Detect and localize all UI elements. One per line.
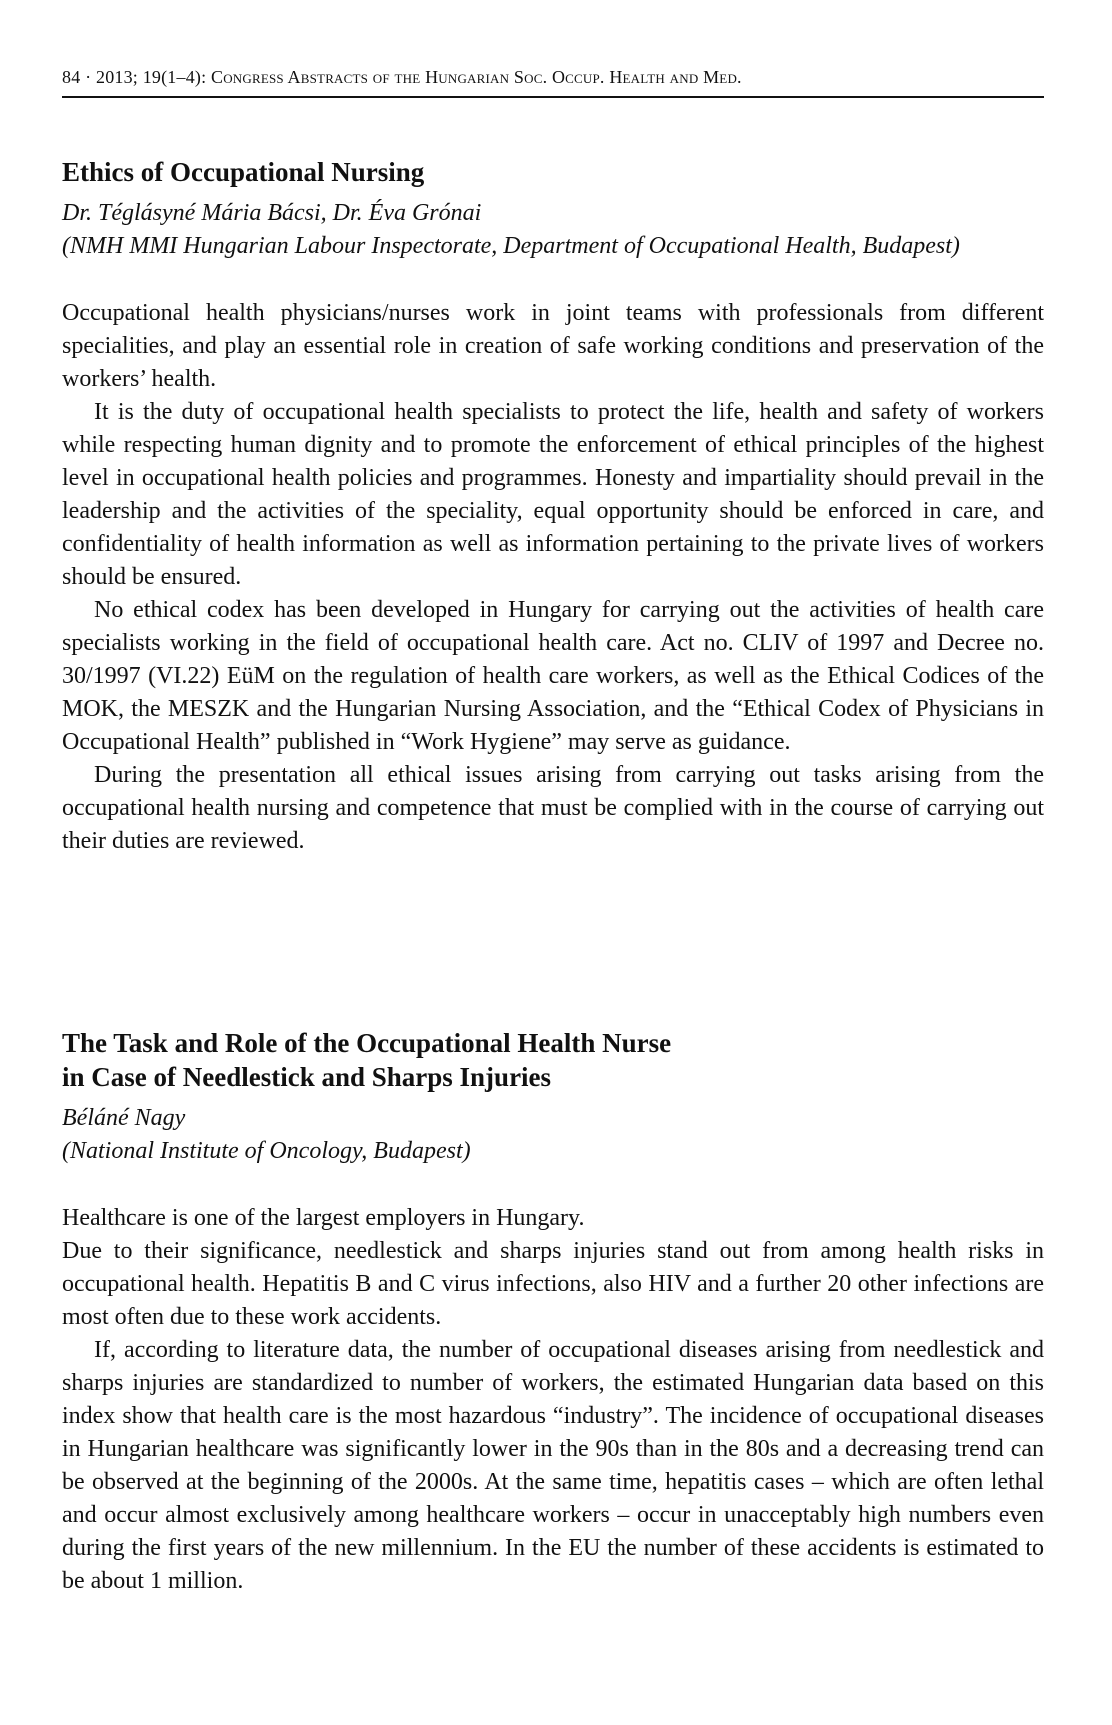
citation: · 2013; 19(1–4): — [85, 67, 211, 87]
article-body — [62, 1202, 1044, 1598]
journal-title: Congress Abstracts of the Hungarian Soc. Occup. Health and Med. — [211, 67, 742, 87]
article-authors: Dr. Téglásyné Mária Bácsi, Dr. Éva Grónai — [62, 200, 482, 226]
article-body — [62, 297, 1044, 858]
paragraph: It is the duty of occupational health specialists to protect the life, health and safety of workers while respecting human dignity and to promote the enforcement of ethical principles of the highest level in occupational health policies and programmes. Honesty and impartiality should prevail in the leadership and the activities of the speciality, equal opportunity should be enforced in care, and confidentiality of health information as well as information pertaining to the private lives of workers should be ensured. — [62, 399, 1044, 590]
article-affiliation: (NMH MMI Hungarian Labour Inspectorate, Department of Occupational Health, Budapest) — [62, 233, 960, 259]
running-header — [62, 66, 1044, 88]
header-rule — [62, 96, 1044, 98]
article-authors: Béláné Nagy — [62, 1105, 186, 1131]
article-affiliation: (National Institute of Oncology, Budapest) — [62, 1138, 471, 1164]
title-line: in Case of Needlestick and Sharps Injuries — [62, 1062, 552, 1092]
page-number: 84 — [62, 67, 81, 87]
abstract-ethics — [62, 155, 1044, 858]
paragraph: No ethical codex has been developed in Hungary for carrying out the activities of health care specialists working in the field of occupational health care. Act no. CLIV of 1997 and Decree no. 30/1997 (VI.22) EüM on the regulation of health care workers, as well as the Ethical Codices of the MOK, the MESZK and the Hungarian Nursing Association, and the “Ethical Codex of Physicians in Occupational Health” published in “Work Hygiene” may serve as guidance. — [62, 597, 1044, 755]
paragraph: Due to their significance, needlestick and sharps injuries stand out from among health risks in occupational health. Hepatitis B and C virus infections, also HIV and a further 20 other infections are most often due to these work accidents. — [62, 1238, 1044, 1330]
paragraph: If, according to literature data, the number of occupational diseases arising from needlestick and sharps injuries are standardized to number of workers, the estimated Hungarian data based on this index show that health care is the most hazardous “industry”. The incidence of occupational diseases in Hungarian healthcare was significantly lower in the 90s than in the 80s and a decreasing trend can be observed at the beginning of the 2000s. At the same time, hepatitis cases – which are often lethal and occur almost exclusively among healthcare workers – occur in unacceptably high numbers even during the first years of the new millennium. In the EU the number of these accidents is estimated to be about 1 million. — [62, 1337, 1044, 1594]
paragraph: Healthcare is one of the largest employers in Hungary. — [62, 1205, 585, 1231]
paragraph: Occupational health physicians/nurses work in joint teams with professionals from different specialities, and play an essential role in creation of safe working conditions and preservation of the workers’ health. — [62, 300, 1044, 392]
article-title — [62, 1026, 1044, 1094]
abstract-needlestick — [62, 1026, 1044, 1598]
paragraph: During the presentation all ethical issues arising from carrying out tasks arising from the occupational health nursing and competence that must be complied with in the course of carrying out their duties are reviewed. — [62, 762, 1044, 854]
article-title: Ethics of Occupational Nursing — [62, 157, 425, 187]
title-line: The Task and Role of the Occupational Health Nurse — [62, 1028, 672, 1058]
